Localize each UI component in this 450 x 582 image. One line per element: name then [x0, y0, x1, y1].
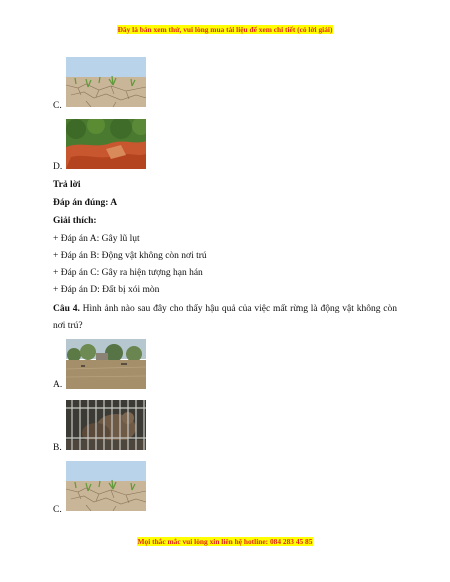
explanation-line: + Đáp án D: Đất bị xói mòn — [53, 285, 160, 295]
eroded-soil-image — [66, 119, 146, 169]
question-body: Hình ảnh nào sau đây cho thấy hậu quả của việc mất rừng là động vật không còn nơi trú? — [53, 304, 397, 331]
explanation-line: + Đáp án B: Động vật không còn nơi trú — [53, 251, 207, 261]
hotline-banner: Mọi thắc mắc vui lòng xin liên hệ hotline: 084 283 45 85 — [137, 537, 313, 546]
question-text — [53, 301, 397, 335]
explanation-line: + Đáp án C: Gây ra hiện tượng hạn hán — [53, 268, 203, 278]
option-label: D. — [53, 162, 63, 172]
drought-soil-image — [66, 461, 146, 511]
explanation-heading: Giải thích: — [53, 216, 97, 226]
option-label: C. — [53, 505, 62, 515]
caged-animals-image — [66, 400, 146, 450]
correct-answer: Đáp án đúng: A — [53, 198, 118, 208]
answer-heading: Trả lời — [53, 180, 81, 190]
explanation-line: + Đáp án A: Gây lũ lụt — [53, 234, 140, 244]
preview-banner: Đây là bản xem thử, vui lòng mua tài liệu để xem chi tiết (có lời giải) — [117, 25, 333, 34]
option-label: A. — [53, 380, 63, 390]
flood-image — [66, 339, 146, 389]
question-number: Câu 4. — [53, 304, 80, 314]
option-label: C. — [53, 101, 62, 111]
option-label: B. — [53, 443, 62, 453]
drought-soil-image — [66, 57, 146, 107]
